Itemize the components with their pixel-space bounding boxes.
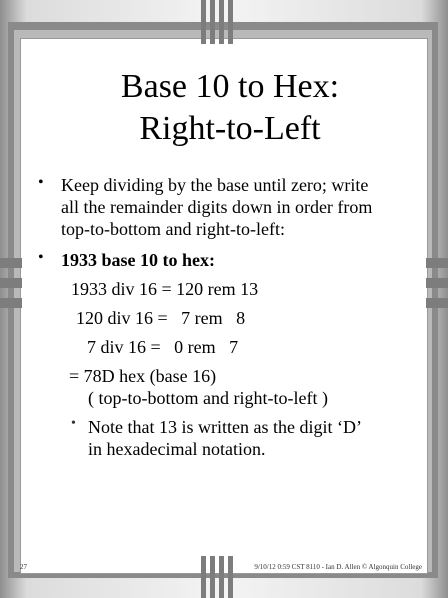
title-line-2: Right-to-Left: [139, 110, 321, 147]
bottom-stripes: [201, 556, 233, 598]
sub-bullet-dot-icon: •: [71, 416, 76, 431]
bullet-2-text: 1933 base 10 to hex:: [61, 250, 215, 270]
sub-bullet-line-2: in hexadecimal notation.: [88, 439, 266, 459]
result-note: ( top-to-bottom and right-to-left ): [88, 388, 328, 408]
slide-title: [20, 66, 440, 150]
right-stripes: [426, 258, 448, 308]
bullet-1-text: [61, 174, 372, 240]
sub-bullet-line-1: Note that 13 is written as the digit ‘D’: [88, 417, 362, 437]
sub-bullet-text: [88, 416, 362, 460]
result-line: = 78D hex (base 16): [69, 366, 217, 386]
bullet-dot-icon: •: [38, 249, 44, 266]
bullet-1-line-1: Keep dividing by the base until zero; write: [61, 175, 369, 195]
bullet-1-line-2: all the remainder digits down in order from: [61, 197, 373, 217]
bullet-dot-icon: •: [38, 174, 44, 191]
step-3: 7 div 16 = 0 rem 7: [87, 337, 239, 357]
left-stripes: [0, 258, 22, 308]
title-line-1: Base 10 to Hex:: [120, 68, 340, 105]
step-1: 1933 div 16 = 120 rem 13: [71, 279, 259, 299]
step-2: 120 div 16 = 7 rem 8: [76, 308, 246, 328]
footer-credit: 9/10/12 0:59 CST 8110 - Ian D. Allen © Algonquin College: [254, 563, 422, 571]
top-stripes: [201, 0, 233, 44]
bullet-1-line-3: top-to-bottom and right-to-left:: [61, 219, 285, 239]
page-number: 27: [20, 563, 27, 571]
